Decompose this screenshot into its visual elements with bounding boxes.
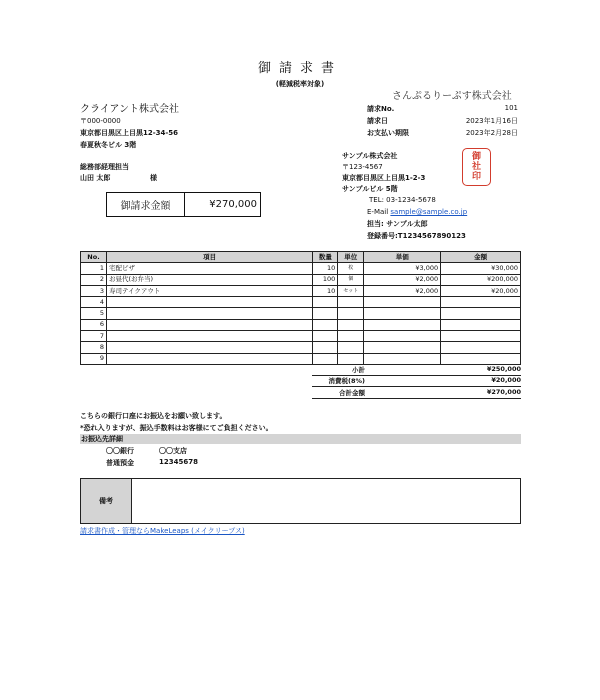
client-name: クライアント株式会社 bbox=[80, 104, 179, 115]
table-row bbox=[81, 274, 521, 285]
remarks-label: 備考 bbox=[81, 479, 132, 523]
invoice-no-label: 請求No. bbox=[367, 105, 395, 113]
grand-total-value: ¥270,000 bbox=[486, 388, 521, 396]
payment-note-2: *恐れ入りますが、振込手数料はお客様にてご負担ください。 bbox=[80, 424, 273, 432]
cell-amount bbox=[441, 353, 521, 364]
cell-item bbox=[106, 297, 312, 308]
table-row bbox=[81, 285, 521, 296]
issuer-postal: 〒123-4567 bbox=[342, 163, 383, 171]
cell-unit-price bbox=[364, 319, 441, 330]
table-header-row bbox=[81, 252, 521, 263]
cell-unit-price: ¥3,000 bbox=[364, 263, 441, 274]
cell-amount bbox=[441, 308, 521, 319]
table-row bbox=[81, 342, 521, 353]
cell-unit-price bbox=[364, 308, 441, 319]
cell-item bbox=[106, 342, 312, 353]
bank-details-header: お振込先詳細 bbox=[80, 434, 521, 444]
table-row bbox=[81, 263, 521, 274]
cell-unit: 枚 bbox=[338, 263, 364, 274]
cell-unit bbox=[338, 319, 364, 330]
cell-item: 宅配ピザ bbox=[106, 263, 312, 274]
account-type: 普通預金 bbox=[106, 459, 134, 467]
document-title: 御請求書 bbox=[257, 61, 342, 76]
table-row bbox=[81, 353, 521, 364]
due-date-label: お支払い期限 bbox=[367, 129, 409, 137]
cell-unit bbox=[338, 342, 364, 353]
cell-amount: ¥20,000 bbox=[441, 285, 521, 296]
cell-no: 4 bbox=[81, 297, 107, 308]
cell-unit bbox=[338, 297, 364, 308]
invoice-date-label: 請求日 bbox=[367, 117, 388, 125]
cell-unit-price: ¥2,000 bbox=[364, 274, 441, 285]
cell-unit bbox=[338, 308, 364, 319]
cell-item: 寿司テイクアウト bbox=[106, 285, 312, 296]
cell-no: 3 bbox=[81, 285, 107, 296]
cell-unit: セット bbox=[338, 285, 364, 296]
cell-no: 1 bbox=[81, 263, 107, 274]
table-row bbox=[81, 331, 521, 342]
document-subtitle: (軽減税率対象) bbox=[275, 80, 325, 88]
tax-label: 消費税(8%) bbox=[328, 377, 365, 385]
client-address-1: 東京都目黒区上目黒12-34-56 bbox=[80, 129, 179, 137]
cell-amount bbox=[441, 342, 521, 353]
table-row bbox=[81, 319, 521, 330]
cell-no: 8 bbox=[81, 342, 107, 353]
remarks-box bbox=[80, 478, 521, 524]
cell-item: お昼代(お弁当) bbox=[106, 274, 312, 285]
payment-note-1: こちらの銀行口座にお振込をお願い致します。 bbox=[80, 412, 227, 420]
cell-qty: 10 bbox=[313, 285, 338, 296]
header-unit-price: 単価 bbox=[364, 252, 441, 263]
cell-unit bbox=[338, 331, 364, 342]
cell-qty bbox=[313, 331, 338, 342]
cell-item bbox=[106, 331, 312, 342]
invoice-total-box bbox=[106, 192, 261, 217]
bank-branch: 〇〇支店 bbox=[159, 447, 187, 455]
makeleaps-link[interactable]: 請求書作成・管理ならMakeLeaps (メイクリープス) bbox=[80, 527, 245, 535]
cell-amount: ¥30,000 bbox=[441, 263, 521, 274]
cell-qty: 10 bbox=[313, 263, 338, 274]
subtotal-row bbox=[312, 365, 521, 376]
cell-amount bbox=[441, 297, 521, 308]
issuer-address-2: サンプルビル 5階 bbox=[342, 185, 398, 193]
tax-row bbox=[312, 376, 521, 387]
table-body bbox=[81, 263, 521, 365]
cell-item bbox=[106, 353, 312, 364]
issuer-name: サンプル株式会社 bbox=[342, 152, 398, 160]
bank-name: 〇〇銀行 bbox=[106, 447, 134, 455]
issuer-email-label: E-Mail bbox=[367, 208, 389, 216]
cell-no: 5 bbox=[81, 308, 107, 319]
cell-unit-price bbox=[364, 297, 441, 308]
remarks-content[interactable] bbox=[132, 479, 520, 523]
cell-unit-price bbox=[364, 342, 441, 353]
issuer-email-link[interactable]: sample@sample.co.jp bbox=[390, 208, 468, 216]
client-department: 総務部経理担当 bbox=[80, 163, 129, 171]
cell-unit-price bbox=[364, 353, 441, 364]
cell-item bbox=[106, 308, 312, 319]
invoice-total-label: 御請求金額 bbox=[107, 193, 185, 216]
subtotal-label: 小計 bbox=[352, 366, 365, 374]
header-no: No. bbox=[81, 252, 107, 263]
cell-no: 6 bbox=[81, 319, 107, 330]
due-date-value: 2023年2月28日 bbox=[465, 129, 518, 137]
seal-char-3: 印 bbox=[471, 172, 481, 182]
seal-char-2: 社 bbox=[471, 162, 481, 172]
cell-amount: ¥200,000 bbox=[441, 274, 521, 285]
cell-qty: 100 bbox=[313, 274, 338, 285]
header-amount: 金額 bbox=[441, 252, 521, 263]
cell-unit-price bbox=[364, 331, 441, 342]
cell-item bbox=[106, 319, 312, 330]
client-honorific: 様 bbox=[150, 174, 157, 182]
account-number: 12345678 bbox=[159, 458, 198, 466]
grand-total-row bbox=[312, 388, 521, 399]
issuer-tel: TEL: 03-1234-5678 bbox=[369, 196, 436, 204]
client-person: 山田 太郎 bbox=[80, 174, 111, 182]
cell-qty bbox=[313, 319, 338, 330]
cell-unit: 個 bbox=[338, 274, 364, 285]
grand-total-label: 合計金額 bbox=[339, 389, 365, 397]
invoice-no-value: 101 bbox=[504, 104, 518, 112]
cell-qty bbox=[313, 353, 338, 364]
header-qty: 数量 bbox=[313, 252, 338, 263]
cell-qty bbox=[313, 342, 338, 353]
issuer-email-row bbox=[367, 208, 467, 216]
table-row bbox=[81, 308, 521, 319]
seal-char-1: 御 bbox=[471, 152, 481, 162]
issuer-registration: 登録番号:T1234567890123 bbox=[367, 232, 466, 240]
client-postal: 〒000-0000 bbox=[80, 117, 121, 125]
cell-no: 7 bbox=[81, 331, 107, 342]
issuer-contact: 担当: サンプル太郎 bbox=[367, 220, 428, 228]
table-row bbox=[81, 297, 521, 308]
header-unit: 単位 bbox=[338, 252, 364, 263]
cell-no: 9 bbox=[81, 353, 107, 364]
cell-unit bbox=[338, 353, 364, 364]
invoice-total-value: ¥270,000 bbox=[209, 199, 257, 210]
invoice-date-value: 2023年1月16日 bbox=[465, 117, 518, 125]
issuer-company-header: さんぷるりーぷす株式会社 bbox=[392, 91, 512, 102]
cell-amount bbox=[441, 331, 521, 342]
cell-no: 2 bbox=[81, 274, 107, 285]
subtotal-value: ¥250,000 bbox=[486, 365, 521, 373]
cell-qty bbox=[313, 297, 338, 308]
tax-value: ¥20,000 bbox=[491, 376, 521, 384]
company-seal bbox=[462, 148, 491, 186]
header-item: 項目 bbox=[106, 252, 312, 263]
line-items-table bbox=[80, 251, 521, 365]
issuer-address-1: 東京都目黒区上目黒1-2-3 bbox=[342, 174, 426, 182]
client-address-2: 春夏秋冬ビル 3階 bbox=[80, 141, 137, 149]
cell-unit-price: ¥2,000 bbox=[364, 285, 441, 296]
cell-amount bbox=[441, 319, 521, 330]
cell-qty bbox=[313, 308, 338, 319]
